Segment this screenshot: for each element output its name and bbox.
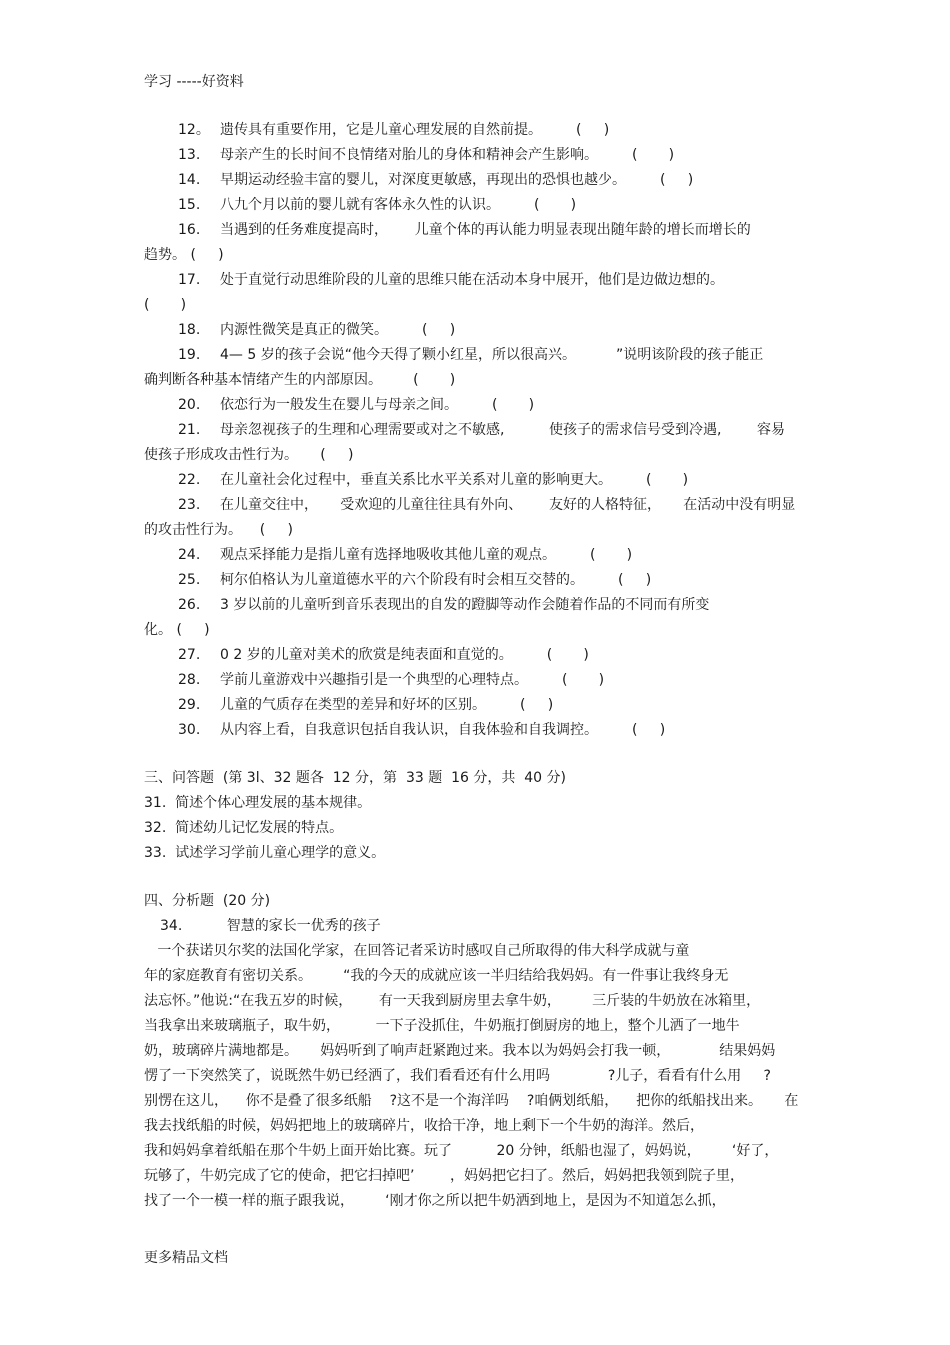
- item-text: 早期运动经验丰富的婴儿，对深度更敏感，再现出的恐惧也越少。: [220, 172, 626, 188]
- story-line: 愣了一下突然笑了，说既然牛奶已经洒了，我们看看还有什么用吗 ?儿子，看看有什么用 ?: [144, 1068, 771, 1084]
- item-number: 17.: [178, 272, 201, 288]
- document-body: [144, 118, 814, 1214]
- item-text: 在儿童交往中， 受欢迎的儿童往往具有外向、 友好的人格特征， 在活动中没有明显: [220, 497, 796, 513]
- statement-item: [144, 643, 814, 668]
- item-number: 29.: [178, 697, 201, 713]
- story-line: 我去找纸船的时候，妈妈把地上的玻璃碎片，收拾干净，地上剩下一个牛奶的海洋。然后，: [144, 1118, 704, 1134]
- statement-item: [144, 493, 814, 518]
- item-text: 观点采择能力是指儿童有选择地吸收其他儿童的观点。: [220, 547, 556, 563]
- true-false-list: [144, 118, 814, 743]
- statement-item: [144, 143, 814, 168]
- item-number: 16.: [178, 222, 201, 238]
- statement-item: [144, 593, 814, 618]
- answer-blank: ( ): [660, 172, 694, 188]
- item-number: 23.: [178, 497, 201, 513]
- answer-blank: ( ): [534, 197, 577, 213]
- answer-blank: ( ): [632, 722, 666, 738]
- item-number: 12。: [178, 122, 210, 138]
- item-number: 25.: [178, 572, 201, 588]
- item-number: 26.: [178, 597, 201, 613]
- item-continuation: 化。 ( ): [144, 622, 210, 638]
- answer-blank: ( ): [618, 572, 652, 588]
- answer-blank: ( ): [422, 322, 456, 338]
- question-32: 32. 简述幼儿记忆发展的特点。: [144, 820, 344, 836]
- item-continuation: 的攻击性行为。 ( ): [144, 522, 293, 538]
- answer-blank: ( ): [590, 547, 633, 563]
- statement-item: [144, 168, 814, 193]
- statement-item: [144, 218, 814, 243]
- item-text: 当遇到的任务难度提高时， 儿童个体的再认能力明显表现出随年龄的增长而增长的: [220, 222, 751, 238]
- statement-item: [144, 543, 814, 568]
- item-text: 八九个月以前的婴儿就有客体永久性的认识。: [220, 197, 500, 213]
- item-number: 15.: [178, 197, 201, 213]
- item-number: 18.: [178, 322, 201, 338]
- section-4-title: 四、分析题 (20 分): [144, 893, 271, 909]
- item-text: 从内容上看，自我意识包括自我认识，自我体验和自我调控。: [220, 722, 598, 738]
- statement-item: [144, 718, 814, 743]
- item-number: 22.: [178, 472, 201, 488]
- item-text: 3 岁以前的儿童听到音乐表现出的自发的蹬脚等动作会随着作品的不同而有所变: [220, 597, 710, 613]
- item-number: 20.: [178, 397, 201, 413]
- answer-blank: ( ): [520, 697, 554, 713]
- story-line: 别愣在这儿， 你不是叠了很多纸船 ?这不是一个海洋吗 ?咱俩划纸船， 把你的纸船找出来。 在: [144, 1093, 799, 1109]
- story-line: 我和妈妈拿着纸船在那个牛奶上面开始比赛。玩了 20 分钟，纸船也湿了，妈妈说， ‘好了，: [144, 1143, 779, 1159]
- item-text: 遗传具有重要作用，它是儿童心理发展的自然前提。: [220, 122, 542, 138]
- item-text: 学前儿童游戏中兴趣指引是一个典型的心理特点。: [220, 672, 528, 688]
- statement-item: [144, 318, 814, 343]
- story-line: 找了一个一模一样的瓶子跟我说， ‘刚才你之所以把牛奶洒到地上，是因为不知道怎么抓，: [144, 1193, 726, 1209]
- item-text: 4— 5 岁的孩子会说“他今天得了颗小红星，所以很高兴。 ”说明该阶段的孩子能正: [220, 347, 764, 363]
- spacer: [144, 743, 814, 766]
- answer-blank: ( ): [576, 122, 610, 138]
- item-text: 母亲产生的长时间不良情绪对胎儿的身体和精神会产生影响。: [220, 147, 598, 163]
- item-text: 内源性微笑是真正的微笑。: [220, 322, 388, 338]
- statement-item: [144, 268, 814, 293]
- question-34-title: 34. 智慧的家长一优秀的孩子: [160, 918, 381, 934]
- item-number: 14.: [178, 172, 201, 188]
- answer-blank: ( ): [546, 647, 589, 663]
- item-continuation: 趋势。 ( ): [144, 247, 224, 263]
- story-line: 一个获诺贝尔奖的法国化学家，在回答记者采访时感叹自己所取得的伟大科学成就与童: [144, 943, 690, 959]
- statement-item: [144, 118, 814, 143]
- story-line: 法忘怀。”他说:“在我五岁的时候， 有一天我到厨房里去拿牛奶， 三斤装的牛奶放在冰箱里，: [144, 993, 761, 1009]
- spacer: [144, 866, 814, 889]
- story-line: 年的家庭教育有密切关系。 “我的今天的成就应该一半归结给我妈妈。有一件事让我终身无: [144, 968, 729, 984]
- statement-item: [144, 343, 814, 368]
- question-31: 31. 简述个体心理发展的基本规律。: [144, 795, 372, 811]
- item-number: 24.: [178, 547, 201, 563]
- item-continuation: ( ): [144, 297, 187, 313]
- item-text: 母亲忽视孩子的生理和心理需要或对之不敏感, 使孩子的需求信号受到冷遇, 容易: [220, 422, 786, 438]
- item-number: 19.: [178, 347, 201, 363]
- answer-blank: ( ): [492, 397, 535, 413]
- item-text: 柯尔伯格认为儿童道德水平的六个阶段有时会相互交替的。: [220, 572, 584, 588]
- page-footer: 更多精品文档: [144, 1250, 228, 1266]
- statement-item: [144, 468, 814, 493]
- statement-item: [144, 418, 814, 443]
- item-text: 0 2 岁的儿童对美术的欣赏是纯表面和直觉的。: [220, 647, 513, 663]
- story-line: 当我拿出来玻璃瓶子，取牛奶， 一下子没抓住，牛奶瓶打倒厨房的地上，整个儿洒了一地牛: [144, 1018, 740, 1034]
- story-line: 奶，玻璃碎片满地都是。 妈妈听到了响声赶紧跑过来。我本以为妈妈会打我一顿， 结果妈妈: [144, 1043, 776, 1059]
- answer-blank: ( ): [562, 672, 605, 688]
- answer-blank: ( ): [632, 147, 675, 163]
- item-number: 27.: [178, 647, 201, 663]
- statement-item: [144, 668, 814, 693]
- story-line: 玩够了，牛奶完成了它的使命，把它扫掉吧’ ，妈妈把它扫了。然后，妈妈把我领到院子里，: [144, 1168, 745, 1184]
- statement-item: [144, 693, 814, 718]
- item-number: 30.: [178, 722, 201, 738]
- item-text: 处于直觉行动思维阶段的儿童的思维只能在活动本身中展开，他们是边做边想的。: [220, 272, 724, 288]
- page-header: 学习 -----好资料: [144, 74, 244, 90]
- item-number: 13.: [178, 147, 201, 163]
- item-continuation: 确判断各种基本情绪产生的内部原因。 ( ): [144, 372, 456, 388]
- item-text: 儿童的气质存在类型的差异和好坏的区别。: [220, 697, 486, 713]
- question-33: 33. 试述学习学前儿童心理学的意义。: [144, 845, 386, 861]
- answer-blank: ( ): [646, 472, 689, 488]
- statement-item: [144, 568, 814, 593]
- statement-item: [144, 393, 814, 418]
- item-number: 28.: [178, 672, 201, 688]
- item-text: 依恋行为一般发生在婴儿与母亲之间。: [220, 397, 458, 413]
- item-continuation: 使孩子形成攻击性行为。 ( ): [144, 447, 354, 463]
- item-number: 21.: [178, 422, 201, 438]
- statement-item: [144, 193, 814, 218]
- item-text: 在儿童社会化过程中，垂直关系比水平关系对儿童的影响更大。: [220, 472, 612, 488]
- section-3-title: 三、问答题 (第 3l、32 题各 12 分，第 33 题 16 分，共 40 分): [144, 770, 566, 786]
